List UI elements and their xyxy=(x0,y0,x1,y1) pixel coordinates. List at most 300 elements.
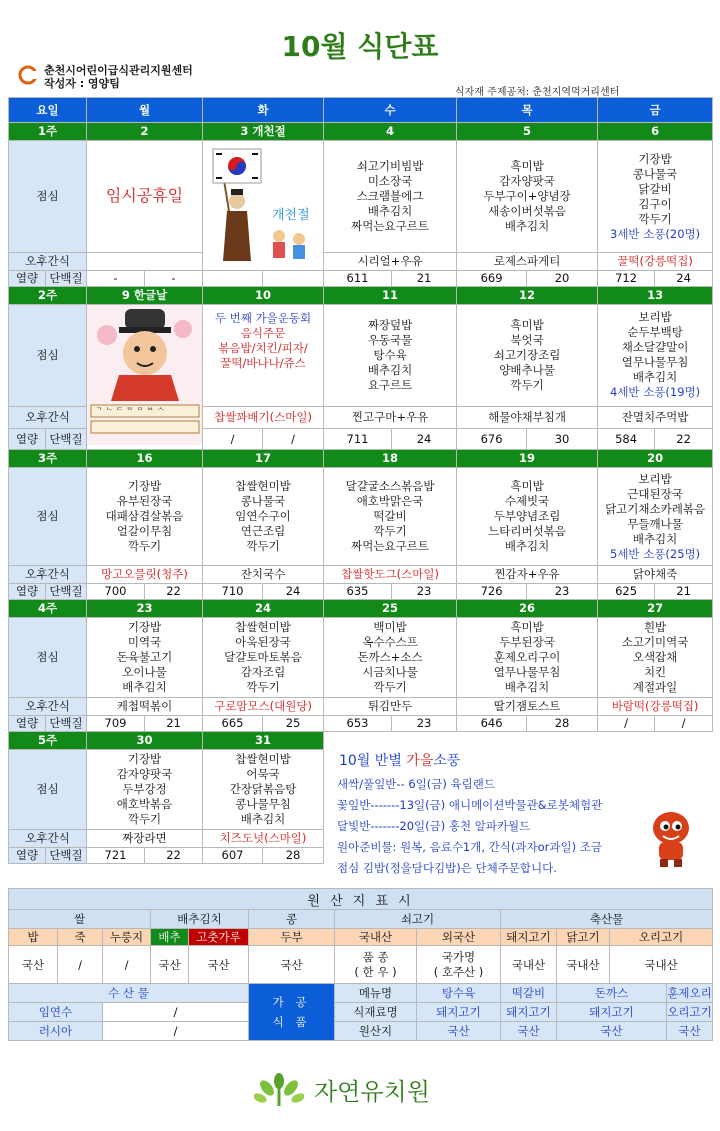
org-author: 작성자 : 영양팀 xyxy=(44,77,120,90)
lunch-cell xyxy=(87,618,203,698)
menu-item: 양배추나물 xyxy=(499,362,555,377)
date-cell: 24 xyxy=(203,600,324,618)
notice-title-part: 10월 반별 xyxy=(339,753,407,769)
energy-label: 열량 xyxy=(9,271,46,287)
page-title: 10월 식단표 xyxy=(281,30,439,63)
header-thu: 목 xyxy=(457,98,598,123)
menu-item: 계절과일 xyxy=(632,680,678,694)
menu-item: 배추김치 xyxy=(504,539,550,553)
menu-item: 깍두기 xyxy=(127,539,162,553)
menu-item: 흰밥 xyxy=(643,620,667,634)
energy-value: 726 xyxy=(457,584,527,600)
korean-flag-illustration xyxy=(207,141,319,266)
menu-item: 쇠고기장조림 xyxy=(493,347,561,362)
protein-value: 21 xyxy=(145,716,203,732)
menu-item: 짜먹는요구르트 xyxy=(351,219,429,234)
menu-item: 오이나물 xyxy=(122,665,167,679)
menu-item: 시금치나물 xyxy=(362,665,418,679)
king-sejong-illustration xyxy=(87,305,203,445)
lunch-cell xyxy=(324,305,457,407)
menu-item: 기장밥 xyxy=(127,752,162,766)
lunch-cell xyxy=(324,618,457,698)
menu-item: 배추김치 xyxy=(240,812,286,826)
menu-item: 소고기미역국 xyxy=(621,635,689,649)
menu-item: 닭고기채소카레볶음 xyxy=(605,501,706,516)
processed-value: 오리고기 xyxy=(667,1003,713,1022)
notice-line: 꽃잎반-------13일(금) 애니메이션박물관&로봇체험관 xyxy=(337,798,603,812)
header-tue: 화 xyxy=(203,98,324,123)
snack-cell: 닭야채죽 xyxy=(598,566,713,584)
event-note: 5세반 소풍(25명) xyxy=(610,546,701,561)
lunch-cell xyxy=(203,305,324,407)
date-cell: 5 xyxy=(457,123,598,141)
menu-item: 아욱된장국 xyxy=(235,635,291,649)
snack-label: 오후간식 xyxy=(9,566,87,584)
menu-item: 흑미밥 xyxy=(510,620,544,634)
org-logo-icon xyxy=(18,65,38,85)
origin-group: 콩 xyxy=(249,910,335,929)
week-label: 5주 xyxy=(9,732,87,750)
header-fri: 금 xyxy=(598,98,713,123)
snack-cell: 로제스파게티 xyxy=(457,253,598,271)
protein-value: - xyxy=(145,271,203,287)
protein-label: 단백질 xyxy=(46,271,87,287)
date-cell: 6 xyxy=(598,123,713,141)
event-note: 음식주문 xyxy=(240,326,286,340)
origin-sub: 돼지고기 xyxy=(501,929,557,946)
menu-item: 수제빗국 xyxy=(504,494,550,508)
protein-value: / xyxy=(655,716,713,732)
snack-cell: 잔치국수 xyxy=(203,566,324,584)
date-cell: 11 xyxy=(324,287,457,305)
menu-item: 두부구이+양념장 xyxy=(483,189,571,204)
protein-value: 24 xyxy=(655,271,713,287)
menu-item: 감자조림 xyxy=(240,665,286,679)
protein-value: 22 xyxy=(655,429,713,450)
energy-value: 676 xyxy=(457,429,527,450)
snack-cell: 망고오믈릿(청주) xyxy=(87,566,203,584)
protein-value: 20 xyxy=(527,271,598,287)
energy-value: 584 xyxy=(598,429,655,450)
menu-item: 대패삼겹살볶음 xyxy=(105,509,184,523)
menu-item: 볶음밥/치킨/피자/ xyxy=(218,341,308,355)
processed-value: 떡갈비 xyxy=(501,984,557,1003)
protein-label: 단백질 xyxy=(46,429,87,450)
hangul-day-image xyxy=(87,305,203,450)
snack-label: 오후간식 xyxy=(9,406,87,429)
week-label: 2주 xyxy=(9,287,87,305)
menu-item: 떡갈비 xyxy=(373,509,407,523)
menu-item: 얼갈이무침 xyxy=(116,524,173,538)
energy-value: 635 xyxy=(324,584,392,600)
protein-value xyxy=(263,271,324,287)
snack-cell: 튀김만두 xyxy=(324,698,457,716)
processed-value: 돼지고기 xyxy=(501,1003,557,1022)
origin-sub: 죽 xyxy=(58,929,103,946)
supplier-note: 식자재 주제공처: 춘천지역먹거리센터 xyxy=(455,87,620,98)
menu-item: 돈육불고기 xyxy=(116,650,173,664)
origin-value: 국가명 ( 호주산 ) xyxy=(417,946,501,984)
menu-item: 애호박볶음 xyxy=(116,797,173,811)
week-label: 4주 xyxy=(9,600,87,618)
lunch-label: 점심 xyxy=(9,141,87,253)
processed-food-header: 가 공 식 품 xyxy=(249,984,335,1041)
origin-sub: 닭고기 xyxy=(557,929,610,946)
energy-value: - xyxy=(87,271,145,287)
origin-title: 원 산 지 표 시 xyxy=(9,889,713,910)
snack-label: 오후간식 xyxy=(9,830,87,848)
menu-item: 깍두기 xyxy=(510,377,544,392)
menu-item: 닭갈비 xyxy=(638,181,672,196)
origin-value: 국산 xyxy=(249,946,335,984)
notice-line: 원아준비물: 원복, 음료수1개, 간식(과자or과일) 조금 xyxy=(337,840,602,854)
protein-value: 23 xyxy=(392,716,457,732)
menu-item: 기장밥 xyxy=(127,479,162,493)
origin-value: / xyxy=(103,946,151,984)
protein-value: 22 xyxy=(145,584,203,600)
origin-group: 축산물 xyxy=(501,910,713,929)
notice-title-part: 소풍 xyxy=(433,753,461,769)
notice-title-part: 가을 xyxy=(406,753,434,769)
snack-label: 오후간식 xyxy=(9,698,87,716)
date-cell: 16 xyxy=(87,450,203,468)
energy-value: / xyxy=(203,429,263,450)
lunch-cell xyxy=(324,141,457,253)
energy-value: 646 xyxy=(457,716,527,732)
snack-cell: 찐고구마+우유 xyxy=(324,406,457,429)
energy-value: 709 xyxy=(87,716,145,732)
menu-item: 미소장국 xyxy=(367,174,413,189)
processed-label: 식재료명 xyxy=(335,1003,417,1022)
event-note: 4세반 소풍(19명) xyxy=(610,385,701,400)
lunch-cell xyxy=(598,468,713,566)
notice-line: 점심 김밥(정을담다김밥)은 단체주문합니다. xyxy=(337,861,557,875)
lunch-cell xyxy=(324,468,457,566)
lunch-cell xyxy=(203,618,324,698)
lunch-cell xyxy=(598,618,713,698)
snack-label: 오후간식 xyxy=(9,253,87,271)
energy-value xyxy=(203,271,263,287)
menu-item: 김구이 xyxy=(638,196,672,211)
menu-item: 백미밥 xyxy=(373,620,407,634)
kindergarten-footer xyxy=(254,1072,430,1107)
origin-sub: 고춧가루 xyxy=(189,929,249,946)
menu-item: 찹쌀현미밥 xyxy=(235,620,291,634)
protein-value: / xyxy=(263,429,324,450)
notice-line: 새싹/풀잎반-- 6일(금) 육림랜드 xyxy=(337,777,495,791)
menu-item: 연근조림 xyxy=(240,524,286,538)
menu-item: 배추김치 xyxy=(632,531,678,546)
processed-value: 돼지고기 xyxy=(417,1003,501,1022)
date-cell: 12 xyxy=(457,287,598,305)
snack-cell: 짜장라면 xyxy=(87,830,203,848)
processed-value: 훈제오리 xyxy=(667,984,713,1003)
menu-item: 두부양념조림 xyxy=(493,509,561,523)
date-cell: 26 xyxy=(457,600,598,618)
date-cell: 31 xyxy=(203,732,324,750)
week-label: 1주 xyxy=(9,123,87,141)
menu-item: 배추김치 xyxy=(367,362,413,377)
menu-item: 배추김치 xyxy=(632,370,678,385)
snack-cell: 치즈도넛(스마일) xyxy=(203,830,324,848)
energy-label: 열량 xyxy=(9,584,46,600)
protein-value: 24 xyxy=(263,584,324,600)
protein-label: 단백질 xyxy=(46,584,87,600)
energy-value: 711 xyxy=(324,429,392,450)
holiday-text: 임시공휴일 xyxy=(105,186,184,206)
menu-item: 콩나물국 xyxy=(632,166,678,181)
leaf-logo-icon xyxy=(254,1072,304,1108)
origin-value: 국산 xyxy=(9,946,58,984)
protein-value: 25 xyxy=(263,716,324,732)
lunch-cell xyxy=(457,305,598,407)
menu-item: 짜장덮밥 xyxy=(367,317,413,332)
menu-item: 옥수수스프 xyxy=(362,635,418,649)
origin-table xyxy=(8,888,713,1041)
menu-item: 흑미밥 xyxy=(510,479,544,493)
menu-item: 보리밥 xyxy=(638,310,672,325)
header-mon: 월 xyxy=(87,98,203,123)
menu-item: 깍두기 xyxy=(127,812,162,826)
menu-item: 감자양팟국 xyxy=(499,174,555,189)
snack-cell: 구로맘모스(대원당) xyxy=(203,698,324,716)
date-cell: 10 xyxy=(203,287,324,305)
menu-item: 돈까스+소스 xyxy=(357,650,423,664)
protein-value: 21 xyxy=(655,584,713,600)
menu-item: 무들깨나물 xyxy=(627,516,683,531)
origin-sub: 배추 xyxy=(151,929,189,946)
date-cell: 19 xyxy=(457,450,598,468)
header-day: 요일 xyxy=(9,98,87,123)
lunch-cell xyxy=(457,618,598,698)
notice-title xyxy=(339,750,460,770)
lunch-cell xyxy=(87,750,203,830)
origin-value: 국내산 xyxy=(610,946,713,984)
menu-item: 스크램블에그 xyxy=(356,189,424,204)
snack-cell: 찹쌀꽈배기(스마일) xyxy=(203,406,324,429)
origin-sub: 외국산 xyxy=(417,929,501,946)
event-note: 두 번째 가을운동회 xyxy=(214,311,312,325)
week-label: 3주 xyxy=(9,450,87,468)
seafood-origin: 러시아 xyxy=(9,1022,103,1041)
snack-cell: 찹쌀핫도그(스마일) xyxy=(324,566,457,584)
menu-item: 배추김치 xyxy=(504,680,550,694)
energy-value: 625 xyxy=(598,584,655,600)
origin-value: / xyxy=(58,946,103,984)
menu-item: 두부강정 xyxy=(122,782,167,796)
lunch-cell xyxy=(457,141,598,253)
date-cell: 20 xyxy=(598,450,713,468)
menu-item: 채소달걀말이 xyxy=(621,340,689,355)
menu-item: 어묵국 xyxy=(246,767,280,781)
origin-value: 국산 xyxy=(151,946,189,984)
lunch-cell xyxy=(87,141,203,253)
energy-label: 열량 xyxy=(9,429,46,450)
menu-item: 열무나물무침 xyxy=(621,355,689,370)
menu-item: 근대된장국 xyxy=(627,486,683,501)
origin-sub: 누룽지 xyxy=(103,929,151,946)
menu-item: 찹쌀현미밥 xyxy=(235,752,291,766)
menu-item: 배추김치 xyxy=(122,680,167,694)
menu-item: 북엇국 xyxy=(510,332,544,347)
processed-label: 메뉴명 xyxy=(335,984,417,1003)
protein-value: 23 xyxy=(392,584,457,600)
energy-value: / xyxy=(598,716,655,732)
seafood-header: 수 산 물 xyxy=(9,984,249,1003)
lunch-label: 점심 xyxy=(9,305,87,407)
picnic-notice xyxy=(327,738,712,884)
menu-item: 배추김치 xyxy=(504,219,550,234)
protein-value: 22 xyxy=(145,848,203,864)
protein-value: 30 xyxy=(527,429,598,450)
date-cell: 9 한글날 xyxy=(87,287,203,305)
protein-value: 21 xyxy=(392,271,457,287)
menu-item: 달걀토마토볶음 xyxy=(224,650,302,664)
processed-value: 국산 xyxy=(557,1022,667,1041)
lunch-cell xyxy=(203,468,324,566)
protein-value: 28 xyxy=(527,716,598,732)
mascot-illustration xyxy=(645,806,697,868)
snack-cell: 딸기잼토스트 xyxy=(457,698,598,716)
svg-text:ᄀ ᄂ ᄃ ᄅ ᄆ ᄇ ᄉ: ᄀ ᄂ ᄃ ᄅ ᄆ ᄇ ᄉ xyxy=(95,407,165,416)
lunch-cell xyxy=(598,305,713,407)
snack-cell: 바람떡(강릉떡집) xyxy=(598,698,713,716)
origin-sub: 오리고기 xyxy=(610,929,713,946)
foundation-day-image xyxy=(203,141,324,271)
processed-label: 원산지 xyxy=(335,1022,417,1041)
processed-value: 국산 xyxy=(501,1022,557,1041)
protein-label: 단백질 xyxy=(46,848,87,864)
energy-value: 665 xyxy=(203,716,263,732)
menu-item: 두부된장국 xyxy=(499,635,555,649)
date-cell: 27 xyxy=(598,600,713,618)
origin-sub: 두부 xyxy=(249,929,335,946)
date-cell: 30 xyxy=(87,732,203,750)
energy-value: 669 xyxy=(457,271,527,287)
date-cell: 4 xyxy=(324,123,457,141)
menu-item: 깍두기 xyxy=(246,539,280,553)
origin-value: 국산 xyxy=(189,946,249,984)
date-cell: 13 xyxy=(598,287,713,305)
protein-label: 단백질 xyxy=(46,716,87,732)
origin-sub: 국내산 xyxy=(335,929,417,946)
energy-value: 653 xyxy=(324,716,392,732)
lunch-cell xyxy=(203,750,324,830)
lunch-cell xyxy=(598,141,713,253)
origin-value: 국내산 xyxy=(501,946,557,984)
menu-item: 배추김치 xyxy=(367,204,413,219)
menu-item: 기장밥 xyxy=(127,620,162,634)
lunch-label: 점심 xyxy=(9,618,87,698)
menu-item: 훈제오리구이 xyxy=(493,650,561,664)
menu-item: 쇠고기비빔밥 xyxy=(356,159,424,174)
energy-label: 열량 xyxy=(9,716,46,732)
date-cell: 18 xyxy=(324,450,457,468)
menu-item: 찹쌀현미밥 xyxy=(235,479,291,493)
menu-item: 열무나물무침 xyxy=(493,665,561,679)
processed-value: 돈까스 xyxy=(557,984,667,1003)
notice-line: 달빛반-------20일(금) 홍천 알파카월드 xyxy=(337,819,531,833)
menu-item: 콩나물국 xyxy=(240,494,286,508)
menu-item: 콩나물무침 xyxy=(235,797,291,811)
menu-item: 오색잡채 xyxy=(632,650,678,664)
snack-cell: 케첩떡볶이 xyxy=(87,698,203,716)
seafood-value: / xyxy=(103,1003,249,1022)
menu-item: 짜먹는요구르트 xyxy=(351,539,429,553)
menu-item: 깍두기 xyxy=(373,524,407,538)
menu-item: 깍두기 xyxy=(638,211,672,226)
menu-item: 꿀떡/바나나/쥬스 xyxy=(220,356,306,370)
menu-item: 감자양팟국 xyxy=(116,767,173,781)
menu-item: 탕수육 xyxy=(373,347,407,362)
processed-value: 국산 xyxy=(417,1022,501,1041)
seafood-name: 임연수 xyxy=(9,1003,103,1022)
energy-value: 712 xyxy=(598,271,655,287)
energy-value: 607 xyxy=(203,848,263,864)
menu-item: 요구르트 xyxy=(367,377,413,392)
org-name: 춘천시어린이급식관리지원센터 xyxy=(44,64,193,77)
origin-value: 품 종 ( 한 우 ) xyxy=(335,946,417,984)
svg-text:개천절: 개천절 xyxy=(272,208,310,223)
footer-name: 자연유치원 xyxy=(314,1078,430,1106)
menu-item: 임연수구이 xyxy=(235,509,291,523)
menu-item: 새송이버섯볶음 xyxy=(488,204,566,219)
menu-item: 우동국물 xyxy=(367,332,413,347)
origin-group: 배추김치 xyxy=(151,910,249,929)
energy-value: 710 xyxy=(203,584,263,600)
menu-item: 치킨 xyxy=(643,665,667,679)
processed-value: 돼지고기 xyxy=(557,1003,667,1022)
seafood-value: / xyxy=(103,1022,249,1041)
menu-item: 깍두기 xyxy=(373,680,407,694)
snack-cell: 잔멸치주먹밥 xyxy=(598,406,713,429)
origin-value: 국내산 xyxy=(557,946,610,984)
menu-item: 달걀굴소스볶음밥 xyxy=(345,479,435,493)
lunch-cell xyxy=(457,468,598,566)
lunch-cell xyxy=(87,468,203,566)
menu-item: 흑미밥 xyxy=(510,317,544,332)
date-cell: 3 개천절 xyxy=(203,123,324,141)
menu-item: 미역국 xyxy=(127,635,162,649)
protein-value: 28 xyxy=(263,848,324,864)
energy-value: 700 xyxy=(87,584,145,600)
protein-value: 23 xyxy=(527,584,598,600)
menu-item: 순두부백탕 xyxy=(627,325,683,340)
event-note: 3세반 소풍(20명) xyxy=(610,226,701,241)
energy-value: 721 xyxy=(87,848,145,864)
menu-item: 간장닭볶음탕 xyxy=(229,782,297,796)
origin-group: 쇠고기 xyxy=(335,910,501,929)
origin-group: 쌀 xyxy=(9,910,151,929)
energy-label: 열량 xyxy=(9,848,46,864)
snack-cell: 해물야채부침개 xyxy=(457,406,598,429)
header-wed: 수 xyxy=(324,98,457,123)
snack-cell: 찐감자+우유 xyxy=(457,566,598,584)
processed-value: 탕수육 xyxy=(417,984,501,1003)
menu-item: 보리밥 xyxy=(638,471,672,486)
protein-value: 24 xyxy=(392,429,457,450)
energy-value: 611 xyxy=(324,271,392,287)
date-cell: 25 xyxy=(324,600,457,618)
processed-value: 국산 xyxy=(667,1022,713,1041)
menu-item: 기장밥 xyxy=(638,151,672,166)
origin-sub: 밥 xyxy=(9,929,58,946)
date-cell: 23 xyxy=(87,600,203,618)
date-cell: 17 xyxy=(203,450,324,468)
lunch-label: 점심 xyxy=(9,468,87,566)
snack-cell: 시리얼+우유 xyxy=(324,253,457,271)
menu-item: 흑미밥 xyxy=(510,159,544,174)
